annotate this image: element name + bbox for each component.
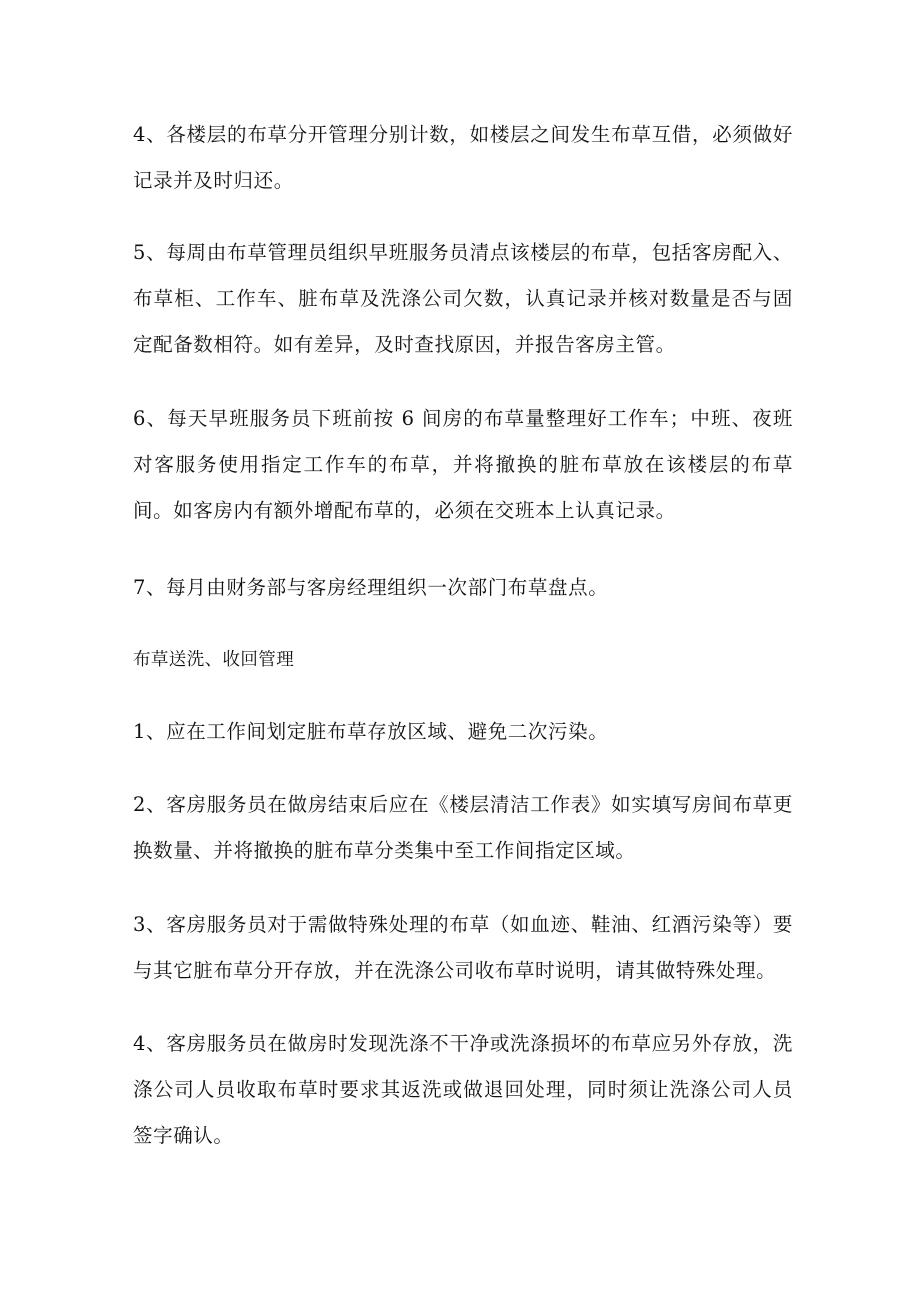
paragraph-item-2: 2、客房服务员在做房结束后应在《楼层清洁工作表》如实填写房间布草更换数量、并将撤换的脏布草分类集中至工作间指定区域。 <box>133 793 793 862</box>
paragraph-item-4: 4、各楼层的布草分开管理分别计数，如楼层之间发生布草互借，必须做好记录并及时归还。 <box>133 123 793 192</box>
paragraph-item-3: 3、客房服务员对于需做特殊处理的布草（如血迹、鞋油、红酒污染等）要与其它脏布草分开存放，并在洗涤公司收布草时说明，请其做特殊处理。 <box>133 913 793 982</box>
paragraph-item-4b: 4、客房服务员在做房时发现洗涤不干净或洗涤损坏的布草应另外存放，洗涤公司人员收取布草时要求其返洗或做退回处理，同时须让洗涤公司人员签字确认。 <box>133 1032 793 1147</box>
section-heading: 布草送洗、收回管理 <box>133 650 295 670</box>
paragraph-item-1: 1、应在工作间划定脏布草存放区域、避免二次污染。 <box>133 720 609 743</box>
paragraph-item-5: 5、每周由布草管理员组织早班服务员清点该楼层的布草，包括客房配入、布草柜、工作车、脏布草及洗涤公司欠数，认真记录并核对数量是否与固定配备数相符。如有差异，及时查找原因，并报告客房主管。 <box>133 241 793 356</box>
paragraph-item-6: 6、每天早班服务员下班前按 6 间房的布草量整理好工作车；中班、夜班对客服务使用指定工作车的布草，并将撤换的脏布草放在该楼层的布草间。如客房内有额外增配布草的，必须在交班本上认真记录。 <box>133 407 793 522</box>
paragraph-item-7: 7、每月由财务部与客房经理组织一次部门布草盘点。 <box>133 576 609 599</box>
